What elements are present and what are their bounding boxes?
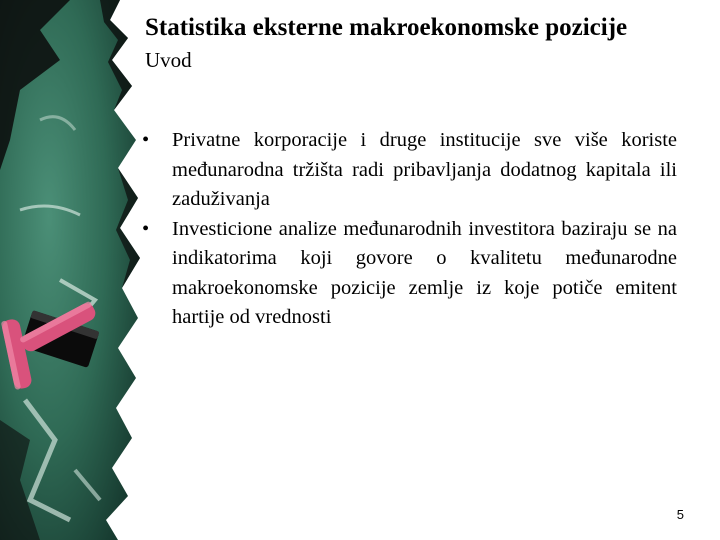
chalkboard-decoration-image <box>0 0 140 540</box>
bullet-item <box>142 215 677 333</box>
bullet-list <box>142 126 677 333</box>
bullet-item <box>142 126 677 215</box>
bullet-text: Privatne korporacije i druge institucije sve više koriste međunarodna tržišta radi pribavljanja dodatnog kapitala ili zaduživanja <box>172 129 677 210</box>
bullet-marker: • <box>142 129 150 151</box>
page-number: 5 <box>676 507 684 522</box>
bullet-marker: • <box>142 217 150 240</box>
slide-title: Statistika eksterne makroekonomske pozicije <box>145 14 628 41</box>
slide-subtitle: Uvod <box>145 48 192 72</box>
bullet-text: Investicione analize međunarodnih investitora baziraju se na indikatorima koji govore o kvalitetu međunarodne makroekonomske pozicije zemlje iz koje potiče emitent hartije od vrednosti <box>172 217 677 328</box>
